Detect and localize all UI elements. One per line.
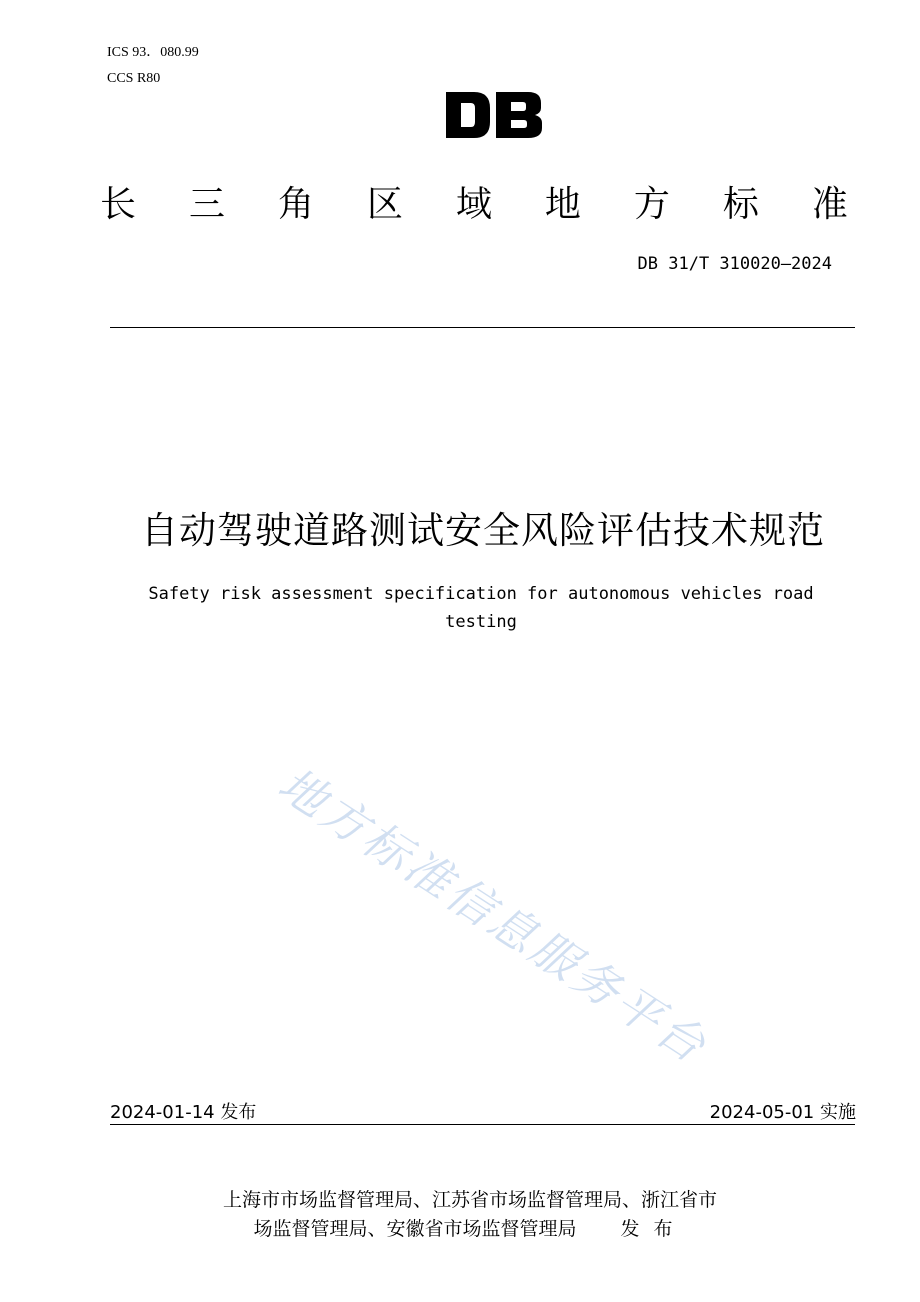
bottom-divider [110,1124,855,1125]
category-char: 域 [455,183,492,225]
category-char: 三 [188,183,225,225]
category-char: 标 [722,183,759,225]
title-english: Safety risk assessment specification for autonomous vehicles road testing [148,584,814,632]
watermark: 地方标准信息服务平台 [268,756,718,1075]
standard-number: DB 31/T 310020—2024 [637,254,832,274]
issue-date: 2024-01-14 发布 [110,1102,257,1123]
publisher-block [150,1186,790,1244]
publisher-line-2: 场监督管理局、安徽省市场监督管理局 [253,1218,577,1240]
publish-verb: 发布 [620,1218,687,1240]
db-logo [444,90,544,140]
ics-code: ICS 93．080.99 [107,45,199,60]
title-chinese: 自动驾驶道路测试安全风险评估技术规范 [141,509,825,552]
top-divider [110,327,855,328]
category-char: 地 [544,183,581,225]
ccs-code: CCS R80 [107,71,161,86]
publisher-line: 上海市市场监督管理局、江苏省市场监督管理局、浙江省市 [222,1189,717,1211]
category-char: 长 [100,183,137,225]
category-char: 角 [277,183,314,225]
standard-category [100,178,848,224]
implementation-date: 2024-05-01 实施 [709,1102,856,1123]
category-char: 方 [633,183,670,225]
category-char: 区 [366,183,403,225]
publisher-line [150,1215,790,1244]
category-char: 准 [811,183,848,225]
